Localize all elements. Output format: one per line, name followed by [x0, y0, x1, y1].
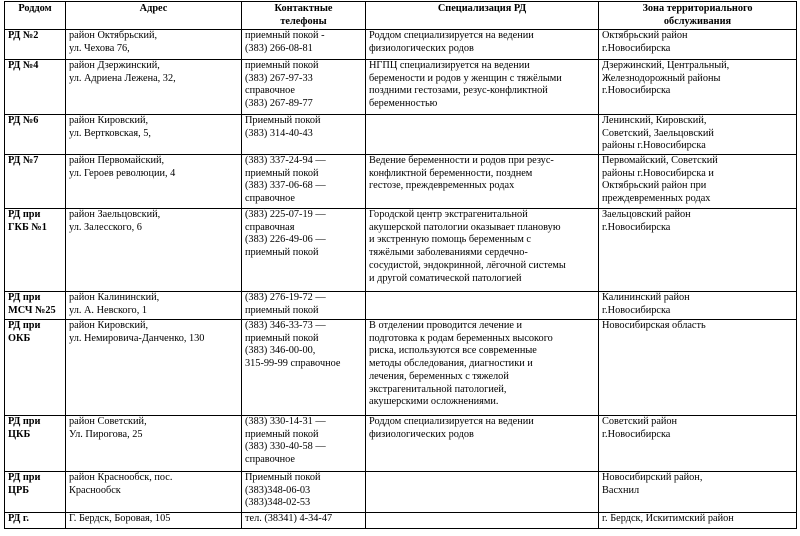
hospital-specialization [366, 115, 599, 155]
hospital-name: РД при МСЧ №25 [5, 292, 66, 320]
hospital-specialization: В отделении проводится лечение и подготовка к родам беременных высокого риска, используются все современные методы обследования, диагностики и лечения, беременных с тяжелой экстрагенитальной патологией, акушерскими осложнениями. [366, 320, 599, 416]
hospital-service-zone: Ленинский, Кировский, Советский, Заельцовский районы г.Новосибирска [599, 115, 797, 155]
table-row [5, 513, 797, 529]
hospital-service-zone: Октябрьский район г.Новосибирска [599, 30, 797, 60]
hospital-phones: (383) 330-14-31 — приемный покой (383) 330-40-58 — справочное [242, 416, 366, 472]
header-phones: Контактные телефоны [242, 2, 366, 30]
hospital-name: РД г. [5, 513, 66, 529]
hospital-name: РД №2 [5, 30, 66, 60]
table-row [5, 472, 797, 513]
hospital-service-zone: Дзержинский, Центральный, Железнодорожный районы г.Новосибирска [599, 60, 797, 115]
table-row [5, 292, 797, 320]
hospital-address: район Заельцовский, ул. Залесского, 6 [66, 209, 242, 292]
hospital-phones: Приемный покой (383) 314-40-43 [242, 115, 366, 155]
hospital-service-zone: г. Бердск, Искитимский район [599, 513, 797, 529]
hospital-address: район Краснообск, пос. Краснообск [66, 472, 242, 513]
hospital-address: район Советский, Ул. Пирогова, 25 [66, 416, 242, 472]
hospital-name: РД №7 [5, 155, 66, 209]
hospital-phones: приемный покой (383) 267-97-33 справочное (383) 267-89-77 [242, 60, 366, 115]
hospital-specialization: Городской центр экстрагенитальной акушерской патологии оказывает плановую и экстренную помощь беременным с тяжёлыми заболеваниями сердечно- сосудистой, эндокринной, лёгочной системы и другой соматической патологией [366, 209, 599, 292]
table-header-row [5, 2, 797, 30]
table-row [5, 416, 797, 472]
hospital-phones: (383) 337-24-94 — приемный покой (383) 337-06-68 — справочное [242, 155, 366, 209]
hospital-specialization [366, 292, 599, 320]
hospital-phones: приемный покой - (383) 266-08-81 [242, 30, 366, 60]
hospital-service-zone: Первомайский, Советский районы г.Новосибирска и Октябрьский район при преждевременных родах [599, 155, 797, 209]
hospital-address: район Кировский, ул. Немировича-Данченко, 130 [66, 320, 242, 416]
table-row [5, 30, 797, 60]
hospital-phones: (383) 346-33-73 — приемный покой (383) 346-00-00, 315-99-99 справочное [242, 320, 366, 416]
hospital-service-zone: Заельцовский район г.Новосибирска [599, 209, 797, 292]
hospital-service-zone: Новосибирский район, Васхнил [599, 472, 797, 513]
hospital-address: район Кировский, ул. Вертковская, 5, [66, 115, 242, 155]
hospital-name: РД при ЦРБ [5, 472, 66, 513]
hospital-specialization: НГПЦ специализируется на ведении беремености и родов у женщин с тяжёлыми поздними гестозами, резус-конфликтной беременностью [366, 60, 599, 115]
hospital-specialization: Роддом специализируется на ведении физиологических родов [366, 416, 599, 472]
hospital-phones: (383) 225-07-19 — справочная (383) 226-49-06 — приемный покой [242, 209, 366, 292]
header-service-zone: Зона территориального обслуживания [599, 2, 797, 30]
hospital-service-zone: Советский район г.Новосибирска [599, 416, 797, 472]
header-maternity-home: Роддом [5, 2, 66, 30]
hospital-specialization: Ведение беременности и родов при резус- конфликтной беременности, позднем гестозе, преждевременных родах [366, 155, 599, 209]
table-row [5, 115, 797, 155]
hospital-name: РД №4 [5, 60, 66, 115]
hospital-specialization [366, 513, 599, 529]
table-row [5, 320, 797, 416]
table-row [5, 60, 797, 115]
hospital-address: район Октябрьский, ул. Чехова 76, [66, 30, 242, 60]
header-specialization: Специализация РД [366, 2, 599, 30]
hospital-specialization: Роддом специализируется на ведении физиологических родов [366, 30, 599, 60]
hospital-address: Г. Бердск, Боровая, 105 [66, 513, 242, 529]
maternity-hospitals-table [4, 1, 797, 529]
hospital-phones: (383) 276-19-72 — приемный покой [242, 292, 366, 320]
hospital-service-zone: Новосибирская область [599, 320, 797, 416]
hospital-service-zone: Калининский район г.Новосибирска [599, 292, 797, 320]
hospital-address: район Калининский, ул. А. Невского, 1 [66, 292, 242, 320]
hospital-name: РД при ОКБ [5, 320, 66, 416]
hospital-name: РД при ГКБ №1 [5, 209, 66, 292]
hospital-name: РД при ЦКБ [5, 416, 66, 472]
hospital-phones: Приемный покой (383)348-06-03 (383)348-02-53 [242, 472, 366, 513]
hospital-specialization [366, 472, 599, 513]
header-address: Адрес [66, 2, 242, 30]
hospital-name: РД №6 [5, 115, 66, 155]
hospital-phones: тел. (38341) 4-34-47 [242, 513, 366, 529]
table-row [5, 209, 797, 292]
hospital-address: район Дзержинский, ул. Адриена Лежена, 32, [66, 60, 242, 115]
table-row [5, 155, 797, 209]
hospital-address: район Первомайский, ул. Героев революции, 4 [66, 155, 242, 209]
